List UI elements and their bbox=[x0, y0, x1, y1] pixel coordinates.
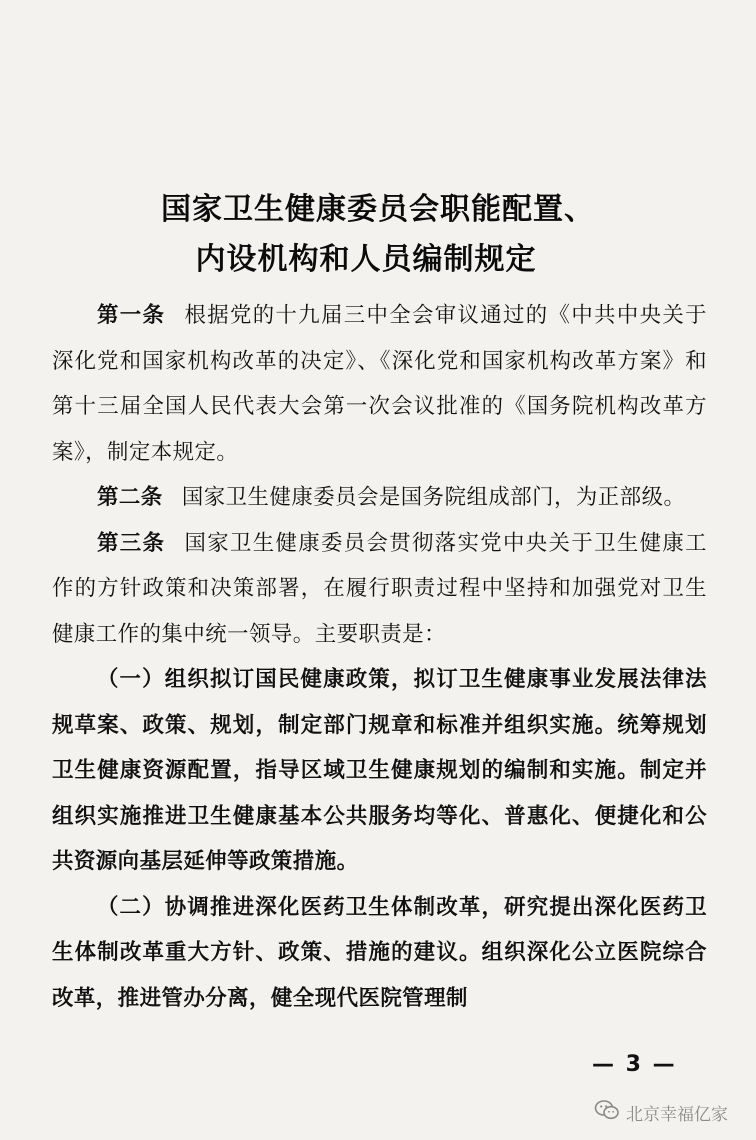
document-body bbox=[52, 293, 707, 1021]
article-1 bbox=[52, 293, 707, 475]
article-text: 国家卫生健康委员会贯彻落实党中央关于卫生健康工作的方针政策和决策部署，在履行职责过程中坚持和加强党对卫生健康工作的集中统一领导。主要职责是： bbox=[52, 530, 707, 647]
article-text: 国家卫生健康委员会是国务院组成部门，为正部级。 bbox=[181, 485, 686, 510]
article-heading: 第二条 bbox=[96, 485, 163, 510]
wechat-icon bbox=[594, 1099, 620, 1126]
document-title-line-1: 国家卫生健康委员会职能配置、 bbox=[161, 192, 595, 227]
watermark-text: 北京幸福亿家 bbox=[626, 1105, 728, 1125]
article-heading: 第一条 bbox=[96, 303, 166, 328]
article-text: 根据党的十九届三中全会审议通过的《中共中央关于深化党和国家机构改革的决定》、《深化党和国家机构改革方案》和第十三届全国人民代表大会第一次会议批准的《国务院机构改革方案》，制定本规定。 bbox=[52, 303, 707, 465]
article-heading: 第三条 bbox=[96, 530, 166, 556]
page-number: — 3 — bbox=[592, 1052, 677, 1077]
duty-item-1: （一）组织拟订国民健康政策，拟订卫生健康事业发展法律法规草案、政策、规划，制定部门规章和标准并组织实施。统筹规划卫生健康资源配置，指导区域卫生健康规划的编制和实施。制定并组织实施推进卫生健康基本公共服务均等化、普惠化、便捷化和公共资源向基层延伸等政策措施。 bbox=[52, 667, 707, 874]
duty-item-2: （二）协调推进深化医药卫生体制改革，研究提出深化医药卫生体制改革重大方针、政策、措施的建议。组织深化公立医院综合改革，推进管办分离，健全现代医院管理制 bbox=[52, 894, 707, 1011]
article-2 bbox=[52, 475, 707, 521]
document-title-line-2: 内设机构和人员编制规定 bbox=[195, 242, 537, 277]
watermark bbox=[594, 1099, 728, 1126]
article-3 bbox=[52, 521, 707, 658]
